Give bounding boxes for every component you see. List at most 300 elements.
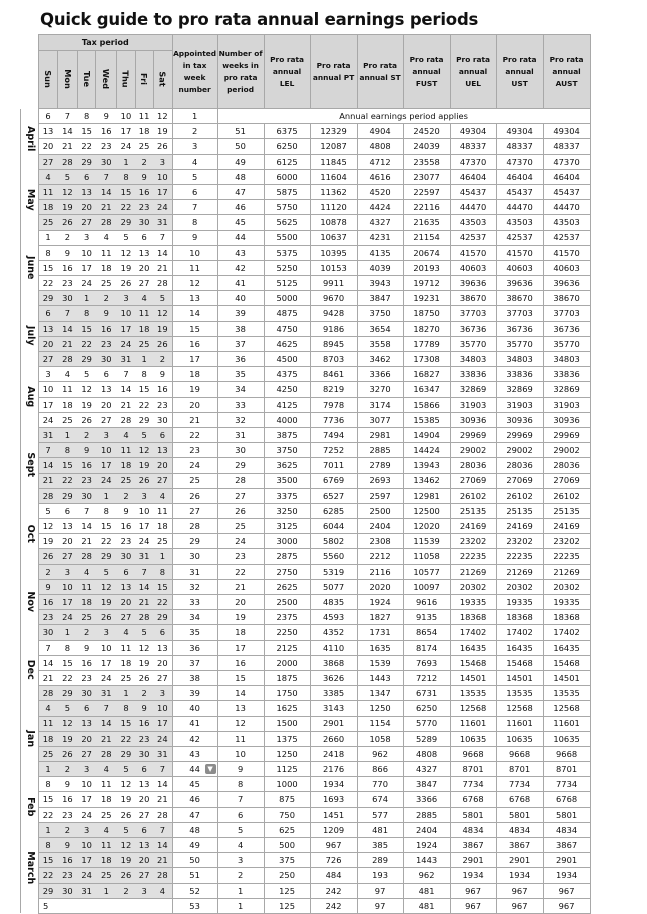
lel-cell: 625 [264, 822, 310, 837]
st-cell: 1154 [357, 716, 403, 731]
aust-cell: 9668 [543, 746, 590, 761]
pt-cell: 10153 [310, 260, 357, 275]
day-cell: 20 [39, 336, 58, 351]
day-cell: 1 [39, 762, 58, 777]
month-label: April [24, 125, 36, 152]
st-cell: 2404 [357, 519, 403, 534]
day-cell: 16 [78, 655, 96, 670]
appointed-week-value: 49 [189, 839, 200, 850]
n-cell: 38 [217, 321, 264, 336]
st-cell: 2116 [357, 564, 403, 579]
day-cell: 17 [135, 519, 153, 534]
day-cell: 7 [96, 701, 117, 716]
uel-cell: 28036 [450, 458, 496, 473]
ust-cell: 28036 [496, 458, 543, 473]
fust-cell: 20193 [403, 260, 450, 275]
month-label-cell [21, 169, 39, 230]
pt-cell: 1693 [310, 792, 357, 807]
appointed-week-value: 21 [189, 414, 200, 425]
lel-cell: 4750 [264, 321, 310, 336]
ust-cell: 9668 [496, 746, 543, 761]
ust-cell: 8701 [496, 762, 543, 777]
lel-cell: 750 [264, 807, 310, 822]
table-row [21, 822, 591, 837]
month-label-cell [21, 230, 39, 306]
day-cell: 19 [78, 397, 96, 412]
day-cell: 9 [57, 777, 78, 792]
day-cell: 21 [78, 534, 96, 549]
st-cell: 4520 [357, 184, 403, 199]
day-cell: 24 [96, 473, 117, 488]
aust-cell: 20302 [543, 579, 590, 594]
day-cell: 23 [117, 534, 135, 549]
n-cell: 22 [217, 564, 264, 579]
day-cell: 15 [153, 579, 172, 594]
pt-cell: 967 [310, 838, 357, 853]
day-cell: 19 [153, 124, 172, 139]
appointed-week-value: 28 [189, 521, 200, 531]
pt-cell: 10395 [310, 245, 357, 260]
fust-cell: 5289 [403, 731, 450, 746]
day-header-label: Mon [62, 69, 73, 89]
day-cell: 12 [39, 519, 58, 534]
day-cell: 8 [57, 443, 78, 458]
day-cell: 3 [78, 822, 96, 837]
day-cell: 26 [78, 412, 96, 427]
table-row [21, 579, 591, 594]
day-cell: 9 [96, 306, 117, 321]
pt-cell: 242 [310, 883, 357, 898]
lel-cell: 3750 [264, 443, 310, 458]
day-cell: 18 [57, 397, 78, 412]
lel-cell: 5875 [264, 184, 310, 199]
day-cell: 28 [96, 746, 117, 761]
day-cell: 6 [135, 230, 153, 245]
n-cell: 28 [217, 473, 264, 488]
fust-cell: 24520 [403, 124, 450, 139]
table-row [21, 564, 591, 579]
appointed-week-value: 38 [189, 672, 200, 683]
pt-cell: 11604 [310, 169, 357, 184]
day-cell: 18 [117, 458, 135, 473]
pt-cell: 11362 [310, 184, 357, 199]
aust-cell: 49304 [543, 124, 590, 139]
lel-cell: 4250 [264, 382, 310, 397]
n-cell: 29 [217, 458, 264, 473]
day-cell: 30 [39, 625, 58, 640]
day-cell: 16 [153, 382, 172, 397]
day-cell: 9 [135, 701, 153, 716]
day-cell: 24 [117, 336, 135, 351]
uel-cell: 40603 [450, 260, 496, 275]
st-cell: 1924 [357, 595, 403, 610]
day-cell: 2 [78, 427, 96, 442]
day-cell: 21 [57, 336, 78, 351]
day-cell: 16 [117, 519, 135, 534]
n-cell: 48 [217, 169, 264, 184]
table-row [21, 124, 591, 139]
st-cell: 4904 [357, 124, 403, 139]
fust-cell: 13462 [403, 473, 450, 488]
uel-cell: 14501 [450, 670, 496, 685]
lel-cell: 875 [264, 792, 310, 807]
table-row [21, 169, 591, 184]
table-row [21, 336, 591, 351]
aust-cell: 41570 [543, 245, 590, 260]
table-row [21, 321, 591, 336]
appointed-week-cell [172, 670, 217, 685]
uel-cell: 33836 [450, 367, 496, 382]
table-row [21, 412, 591, 427]
day-cell: 23 [57, 276, 78, 291]
pro-rata-table [20, 34, 591, 914]
appointed-week-cell [172, 443, 217, 458]
n-cell: 11 [217, 731, 264, 746]
day-cell: 7 [57, 306, 78, 321]
table-row [21, 488, 591, 503]
day-cell: 25 [135, 336, 153, 351]
n-cell: 12 [217, 716, 264, 731]
appointed-week-cell [172, 716, 217, 731]
day-cell: 31 [78, 883, 96, 898]
n-cell: 16 [217, 655, 264, 670]
day-cell: 21 [117, 397, 135, 412]
day-cell: 3 [135, 883, 153, 898]
month-label: Aug [24, 386, 36, 408]
aust-cell: 35770 [543, 336, 590, 351]
tax-period-header: Tax period [39, 35, 173, 51]
day-cell: 16 [57, 792, 78, 807]
pt-cell: 5560 [310, 549, 357, 564]
appointed-week-cell [172, 488, 217, 503]
day-cell: 18 [135, 321, 153, 336]
table-row [21, 473, 591, 488]
st-cell: 3943 [357, 276, 403, 291]
day-cell: 25 [117, 670, 135, 685]
lel-cell: 1750 [264, 686, 310, 701]
n-cell: 15 [217, 670, 264, 685]
fust-cell: 23077 [403, 169, 450, 184]
day-cell: 17 [153, 184, 172, 199]
day-cell: 2 [153, 352, 172, 367]
day-cell: 15 [117, 184, 135, 199]
aust-header: Pro rata annual AUST [543, 35, 590, 109]
appointed-week-cell [172, 200, 217, 215]
fust-cell: 18750 [403, 306, 450, 321]
st-cell: 4135 [357, 245, 403, 260]
n-cell: 49 [217, 154, 264, 169]
day-cell: 21 [39, 473, 58, 488]
day-cell: 28 [39, 686, 58, 701]
lel-cell: 4500 [264, 352, 310, 367]
appointed-week-cell [172, 215, 217, 230]
n-cell: 26 [217, 503, 264, 518]
uel-cell: 8701 [450, 762, 496, 777]
uel-cell: 24169 [450, 519, 496, 534]
day-cell: 2 [117, 883, 135, 898]
ust-cell: 48337 [496, 139, 543, 154]
day-cell: 20 [153, 655, 172, 670]
st-cell: 97 [357, 898, 403, 913]
day-cell: 10 [96, 443, 117, 458]
pt-cell: 8461 [310, 367, 357, 382]
table-row [21, 792, 591, 807]
day-cell: 21 [57, 139, 78, 154]
day-header-label: Sat [157, 71, 168, 87]
chevron-down-icon[interactable]: ▼ [205, 764, 216, 774]
day-cell: 14 [39, 458, 58, 473]
day-cell: 15 [39, 792, 58, 807]
fust-cell: 7693 [403, 655, 450, 670]
day-cell: 3 [78, 762, 96, 777]
day-cell: 29 [78, 352, 96, 367]
aust-cell: 967 [543, 883, 590, 898]
month-label-cell [21, 777, 39, 838]
st-cell: 3270 [357, 382, 403, 397]
day-cell: 22 [78, 139, 96, 154]
uel-cell: 31903 [450, 397, 496, 412]
uel-cell: 20302 [450, 579, 496, 594]
appointed-week-value: 13 [189, 293, 200, 304]
day-cell: 5 [57, 169, 78, 184]
uel-cell: 4834 [450, 822, 496, 837]
day-cell: 11 [96, 777, 117, 792]
appointed-week-cell [172, 610, 217, 625]
day-cell: 22 [57, 473, 78, 488]
day-cell: 29 [135, 412, 153, 427]
appointed-week-cell [172, 397, 217, 412]
n-cell: 7 [217, 792, 264, 807]
n-cell: 2 [217, 868, 264, 883]
month-label: Sept [24, 452, 36, 478]
pt-cell: 726 [310, 853, 357, 868]
day-cell: 10 [57, 579, 78, 594]
appointed-week-value: 53 [189, 900, 200, 911]
day-cell: 29 [57, 488, 78, 503]
fust-cell: 22116 [403, 200, 450, 215]
appointed-week-cell [172, 853, 217, 868]
day-cell: 9 [153, 367, 172, 382]
table-row [21, 230, 591, 245]
day-cell: 30 [135, 215, 153, 230]
ust-cell: 10635 [496, 731, 543, 746]
day-cell: 4 [135, 291, 153, 306]
aust-cell: 36736 [543, 321, 590, 336]
table-row [21, 640, 591, 655]
day-cell: 6 [96, 367, 117, 382]
n-cell: 39 [217, 306, 264, 321]
day-cell: 7 [39, 443, 58, 458]
aust-cell: 2901 [543, 853, 590, 868]
month-label: Jan [24, 730, 36, 747]
n-cell: 10 [217, 746, 264, 761]
fust-cell: 22597 [403, 184, 450, 199]
day-cell: 6 [78, 701, 96, 716]
uel-cell: 3867 [450, 838, 496, 853]
pt-cell: 12087 [310, 139, 357, 154]
day-cell: 30 [78, 488, 96, 503]
month-header-blank [21, 35, 39, 109]
appointed-week-cell [172, 792, 217, 807]
aust-cell: 5801 [543, 807, 590, 822]
day-cell: 4 [57, 367, 78, 382]
appointed-week-value: 10 [189, 247, 200, 258]
appointed-week-value: 8 [191, 217, 198, 228]
day-cell: 8 [117, 701, 135, 716]
aust-cell: 48337 [543, 139, 590, 154]
appointed-week-cell [172, 883, 217, 898]
day-cell: 28 [96, 215, 117, 230]
st-cell: 1635 [357, 640, 403, 655]
st-cell: 4424 [357, 200, 403, 215]
weeks-header: Number of weeks in pro rata period [217, 35, 264, 109]
ust-cell: 1934 [496, 868, 543, 883]
aust-cell: 16435 [543, 640, 590, 655]
pt-cell: 7252 [310, 443, 357, 458]
appointed-week-cell [172, 184, 217, 199]
ust-cell: 19335 [496, 595, 543, 610]
fust-cell: 481 [403, 883, 450, 898]
uel-cell: 1934 [450, 868, 496, 883]
day-cell: 12 [135, 443, 153, 458]
day-cell: 28 [135, 610, 153, 625]
day-cell: 18 [39, 731, 58, 746]
page-title: Quick guide to pro rata annual earnings periods [40, 10, 479, 29]
appointed-week-value: 2 [191, 126, 198, 137]
aust-cell: 19335 [543, 595, 590, 610]
month-label: Oct [24, 524, 36, 543]
st-cell: 674 [357, 792, 403, 807]
aust-cell: 31903 [543, 397, 590, 412]
day-cell: 27 [153, 473, 172, 488]
appointed-week-value: 26 [189, 490, 200, 501]
appointed-week-cell [172, 868, 217, 883]
day-cell: 6 [78, 169, 96, 184]
aust-cell: 47370 [543, 154, 590, 169]
day-cell: 2 [57, 230, 78, 245]
day-cell: 23 [57, 868, 78, 883]
day-cell: 8 [78, 306, 96, 321]
table-row [21, 184, 591, 199]
fust-cell: 6250 [403, 701, 450, 716]
table-row [21, 367, 591, 382]
lel-cell: 1000 [264, 777, 310, 792]
aust-cell: 44470 [543, 200, 590, 215]
appointed-week-value: 41 [189, 718, 200, 729]
uel-cell: 11601 [450, 716, 496, 731]
n-cell: 46 [217, 200, 264, 215]
appointed-week-cell[interactable] [172, 762, 217, 777]
st-cell: 962 [357, 746, 403, 761]
pt-cell: 2901 [310, 716, 357, 731]
n-cell: 17 [217, 640, 264, 655]
fust-cell: 16827 [403, 367, 450, 382]
day-cell: 13 [39, 321, 58, 336]
appointed-week-cell [172, 473, 217, 488]
appointed-week-cell [172, 564, 217, 579]
pt-cell: 5802 [310, 534, 357, 549]
fust-cell: 14424 [403, 443, 450, 458]
day-cell: 16 [39, 595, 58, 610]
day-cell: 5 [39, 898, 173, 913]
day-cell: 8 [39, 838, 58, 853]
table-row [21, 716, 591, 731]
day-cell: 14 [96, 716, 117, 731]
st-cell: 193 [357, 868, 403, 883]
day-cell: 13 [78, 716, 96, 731]
ust-cell: 35770 [496, 336, 543, 351]
appointed-week-value: 30 [189, 551, 200, 562]
st-cell: 2500 [357, 503, 403, 518]
uel-cell: 49304 [450, 124, 496, 139]
appointed-week-value: 44 [189, 764, 200, 774]
lel-cell: 2875 [264, 549, 310, 564]
n-cell: 44 [217, 230, 264, 245]
month-label-cell [21, 503, 39, 564]
day-cell: 13 [57, 519, 78, 534]
uel-cell: 44470 [450, 200, 496, 215]
day-cell: 26 [117, 807, 135, 822]
appointed-week-value: 31 [189, 566, 200, 577]
day-cell: 2 [135, 686, 153, 701]
lel-cell: 5000 [264, 291, 310, 306]
appointed-week-value: 5 [191, 171, 198, 182]
appointed-week-value: 50 [189, 855, 200, 866]
table-row [21, 686, 591, 701]
month-label-cell [21, 701, 39, 777]
day-cell: 26 [39, 549, 58, 564]
uel-cell: 36736 [450, 321, 496, 336]
ust-cell: 12568 [496, 701, 543, 716]
day-cell: 16 [78, 458, 96, 473]
day-cell: 28 [57, 154, 78, 169]
fust-header: Pro rata annual FUST [403, 35, 450, 109]
day-cell: 23 [135, 731, 153, 746]
n-cell: 18 [217, 625, 264, 640]
day-cell: 30 [57, 291, 78, 306]
n-cell: 47 [217, 184, 264, 199]
month-label-cell [21, 109, 39, 170]
appointed-week-cell [172, 139, 217, 154]
aust-cell: 24169 [543, 519, 590, 534]
day-cell: 7 [39, 640, 58, 655]
pt-cell: 10878 [310, 215, 357, 230]
table-row [21, 109, 591, 124]
st-cell: 1731 [357, 625, 403, 640]
n-cell: 43 [217, 245, 264, 260]
pt-cell: 7011 [310, 458, 357, 473]
day-cell: 13 [153, 640, 172, 655]
st-cell: 289 [357, 853, 403, 868]
lel-cell: 500 [264, 838, 310, 853]
fust-cell: 23558 [403, 154, 450, 169]
uel-cell: 29002 [450, 443, 496, 458]
n-cell: 3 [217, 853, 264, 868]
appointed-week-value: 29 [189, 536, 200, 547]
aust-cell: 6768 [543, 792, 590, 807]
fust-cell: 6731 [403, 686, 450, 701]
fust-cell: 19712 [403, 276, 450, 291]
uel-cell: 38670 [450, 291, 496, 306]
appointed-week-value: 3 [191, 141, 198, 152]
n-cell: 23 [217, 549, 264, 564]
pt-cell: 3143 [310, 701, 357, 716]
day-cell: 12 [117, 838, 135, 853]
table-row [21, 746, 591, 761]
pt-cell: 484 [310, 868, 357, 883]
day-cell: 2 [57, 762, 78, 777]
appointed-week-cell [172, 655, 217, 670]
